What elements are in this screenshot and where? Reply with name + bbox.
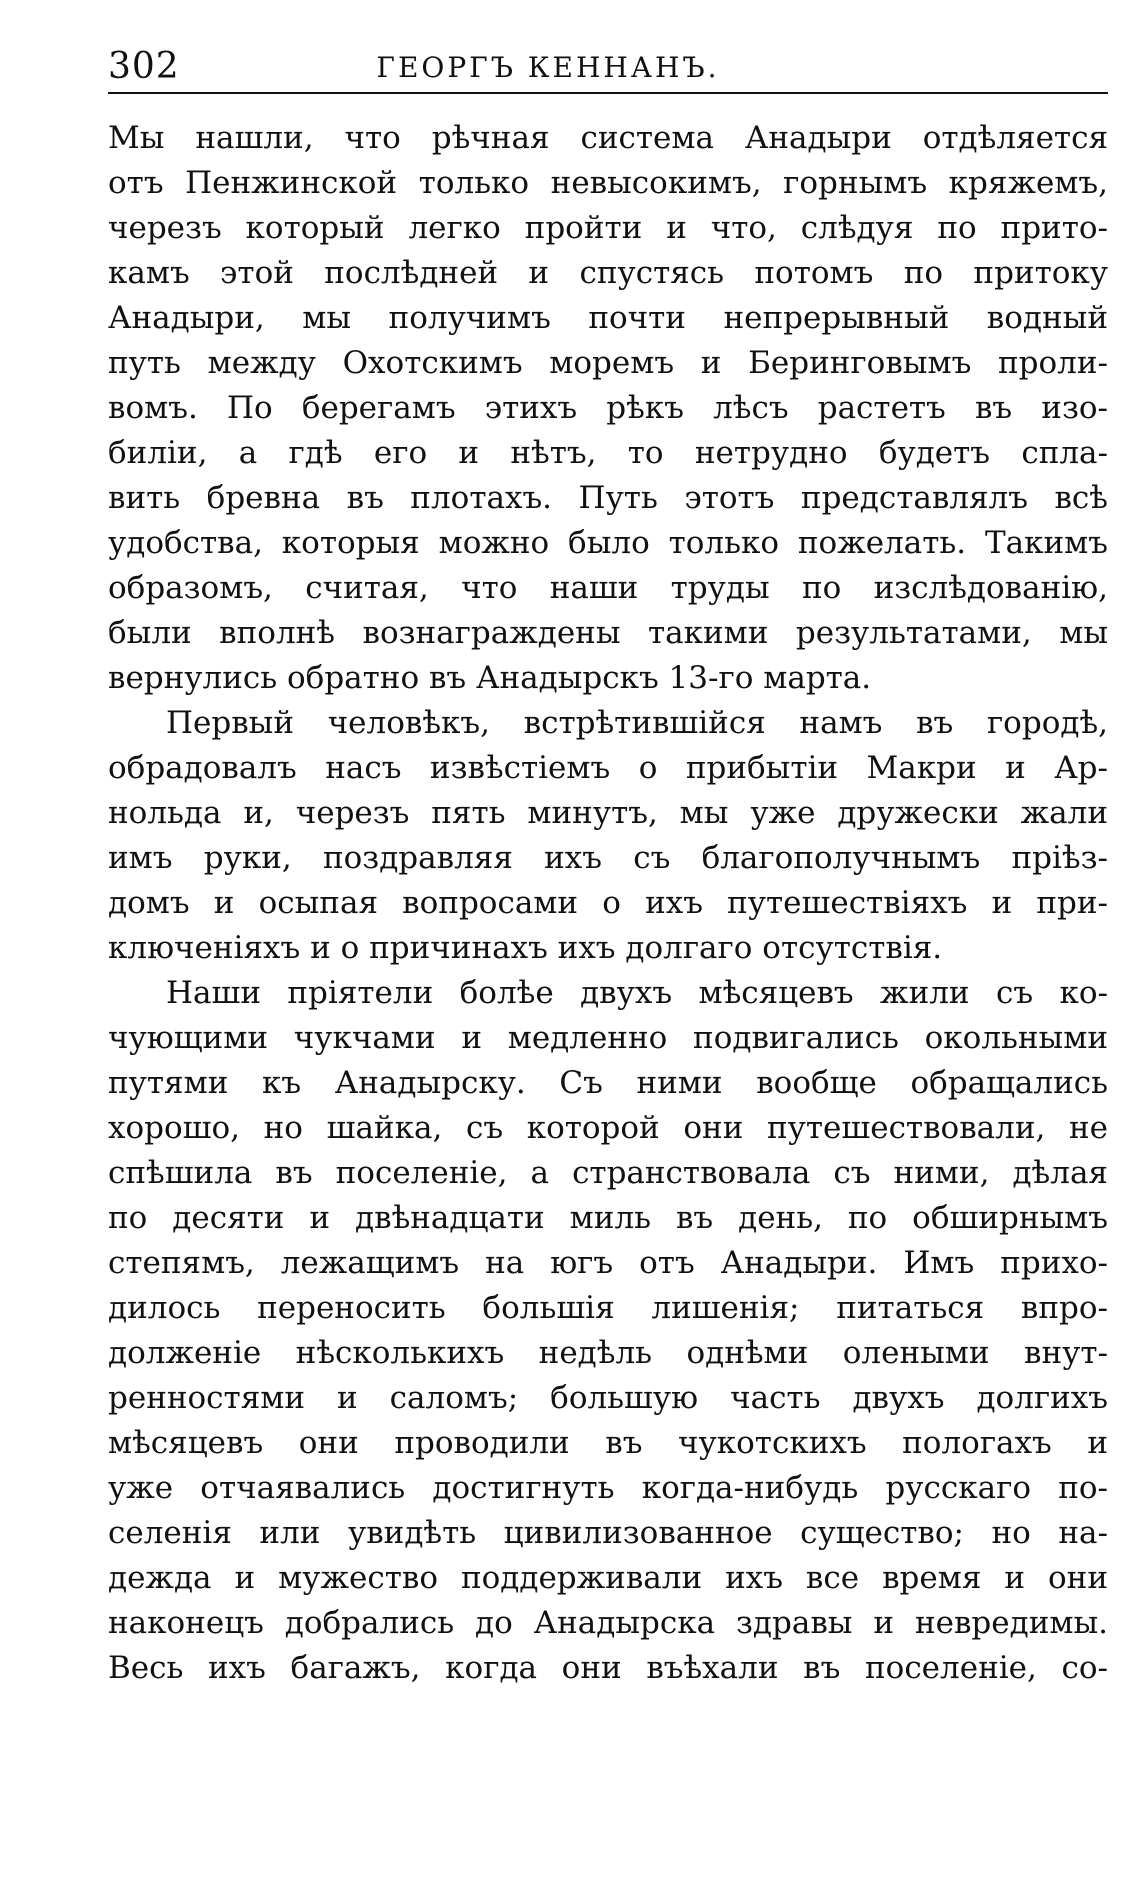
text-line: спѣшила въ поселеніе, а странствовала съ ними, дѣлая [108,1155,1108,1191]
paragraph-first-line: Наши пріятели болѣе двухъ мѣсяцевъ жили съ ко- [166,975,1108,1011]
text-line: вомъ. По берегамъ этихъ рѣкъ лѣсъ растетъ въ изо- [108,390,1108,426]
paragraph-first-line: Первый человѣкъ, встрѣтившійся намъ въ городѣ, [166,705,1108,741]
paragraph-end-line: вернулись обратно въ Анадырскъ 13-го марта. [108,660,872,696]
text-line: Анадыри, мы получимъ почти непрерывный водный [108,300,1108,336]
text-line: чующими чукчами и медленно подвигались окольными [108,1020,1108,1056]
text-line: наконецъ добрались до Анадырска здравы и невредимы. [108,1605,1108,1641]
text-line: были вполнѣ вознаграждены такими результатами, мы [108,615,1108,651]
text-line: степямъ, лежащимъ на югъ отъ Анадыри. Имъ прихо- [108,1245,1108,1281]
text-line: имъ руки, поздравляя ихъ съ благополучнымъ пріѣз- [108,840,1108,876]
text-line: образомъ, считая, что наши труды по изслѣдованію, [108,570,1108,606]
text-line: дилось переносить большія лишенія; питаться впро- [108,1290,1108,1326]
text-line: Мы нашли, что рѣчная система Анадыри отдѣляется [108,120,1108,156]
page-header [108,42,1108,92]
text-line: уже отчаявались достигнуть когда-нибудь русскаго по- [108,1470,1108,1506]
text-line: селенія или увидѣть цивилизованное существо; но на- [108,1515,1108,1551]
text-line: дежда и мужество поддерживали ихъ все время и они [108,1560,1108,1596]
text-line: вить бревна въ плотахъ. Путь этотъ представлялъ всѣ [108,480,1108,516]
text-line: камъ этой послѣдней и спустясь потомъ по притоку [108,255,1108,291]
text-line: удобства, которыя можно было только пожелать. Такимъ [108,525,1108,561]
text-line: долженіе нѣсколькихъ недѣль однѣми олеными внут- [108,1335,1108,1371]
text-line: биліи, а гдѣ его и нѣтъ, то нетрудно будетъ спла- [108,435,1108,471]
text-line: черезъ который легко пройти и что, слѣдуя по прито- [108,210,1108,246]
text-line: путь между Охотскимъ моремъ и Беринговымъ проли- [108,345,1108,381]
paragraph-end-line: ключеніяхъ и о причинахъ ихъ долгаго отсутствія. [108,930,943,966]
body-text [108,116,1108,1691]
running-title: ГЕОРГЪ КЕННАНЪ. [376,51,720,84]
text-line: мѣсяцевъ они проводили въ чукотскихъ пологахъ и [108,1425,1108,1461]
text-line: отъ Пенжинской только невысокимъ, горнымъ кряжемъ, [108,165,1108,201]
text-line: обрадовалъ насъ извѣстіемъ о прибытіи Макри и Ар- [108,750,1108,786]
text-line: хорошо, но шайка, съ которой они путешествовали, не [108,1110,1108,1146]
text-line: Весь ихъ багажъ, когда они въѣхали въ поселеніе, со- [108,1650,1108,1686]
header-rule [108,92,1108,94]
text-line: домъ и осыпая вопросами о ихъ путешествіяхъ и при- [108,885,1108,921]
text-line: ренностями и саломъ; большую часть двухъ долгихъ [108,1380,1108,1416]
text-line: по десяти и двѣнадцати миль въ день, по обширнымъ [108,1200,1108,1236]
text-line: путями къ Анадырску. Съ ними вообще обращались [108,1065,1108,1101]
page-number: 302 [108,46,180,87]
text-line: нольда и, черезъ пять минутъ, мы уже дружески жали [108,795,1108,831]
